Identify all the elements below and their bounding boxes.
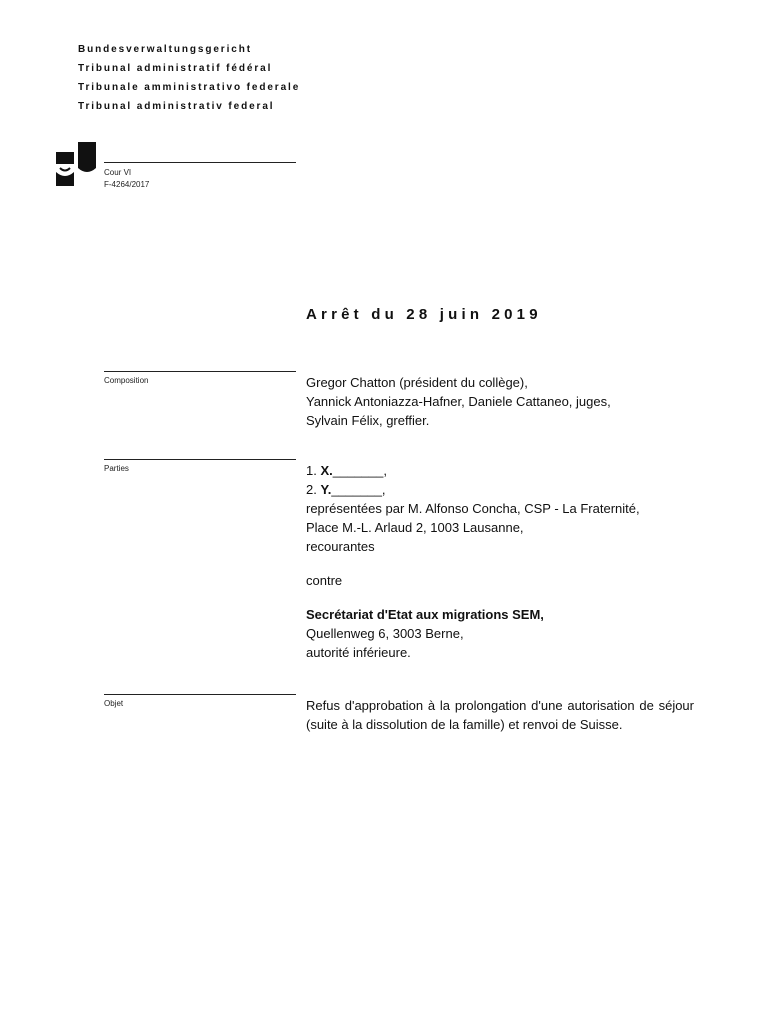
composition-line: Yannick Antoniazza-Hafner, Daniele Cattaneo, juges, xyxy=(306,394,611,409)
party-1 xyxy=(306,461,640,480)
parties-block xyxy=(306,461,640,662)
court-name-de: Bundesverwaltungsgericht xyxy=(78,44,252,55)
party-2-blank: _______, xyxy=(331,482,386,497)
representation-line: représentées par M. Alfonso Concha, CSP - La Fraternité, xyxy=(306,501,640,516)
party-2-name: Y. xyxy=(320,482,332,497)
representation-line: recourantes xyxy=(306,539,375,554)
party-1-blank: _______, xyxy=(332,463,387,478)
parties-rule xyxy=(104,459,296,460)
representation-line: Place M.-L. Arlaud 2, 1003 Lausanne, xyxy=(306,520,524,535)
court-logo-icon xyxy=(56,142,96,186)
court-name-it: Tribunale amministrativo federale xyxy=(78,82,301,93)
party-2-number: 2. xyxy=(306,482,317,497)
objet-label: Objet xyxy=(104,699,124,708)
objet-rule xyxy=(104,694,296,695)
authority-name xyxy=(306,605,640,624)
composition-label: Composition xyxy=(104,376,149,385)
authority-line: Quellenweg 6, 3003 Berne, xyxy=(306,626,464,641)
party-1-name: X. xyxy=(320,463,333,478)
composition-line: Sylvain Félix, greffier. xyxy=(306,413,430,428)
parties-label: Parties xyxy=(104,464,129,473)
composition-block xyxy=(306,373,611,430)
judgment-title: Arrêt du 28 juin 2019 xyxy=(306,306,542,323)
party-2 xyxy=(306,480,640,499)
court-name-rm: Tribunal administrativ federal xyxy=(78,101,275,112)
authority-name-text: Secrétariat d'Etat aux migrations SEM, xyxy=(306,607,544,622)
authority-line: autorité inférieure. xyxy=(306,645,411,660)
party-1-number: 1. xyxy=(306,463,317,478)
court-names xyxy=(78,40,300,116)
case-number: F-4264/2017 xyxy=(104,180,150,189)
header-rule xyxy=(104,162,296,163)
court-name-fr: Tribunal administratif fédéral xyxy=(78,63,273,74)
composition-rule xyxy=(104,371,296,372)
versus-label: contre xyxy=(306,573,343,588)
objet-text: Refus d'approbation à la prolongation d'une autorisation de séjour (suite à la dissolution de la famille) et renvoi de Suisse. xyxy=(306,698,694,732)
division-label: Cour VI xyxy=(104,168,132,177)
composition-line: Gregor Chatton (président du collège), xyxy=(306,375,528,390)
